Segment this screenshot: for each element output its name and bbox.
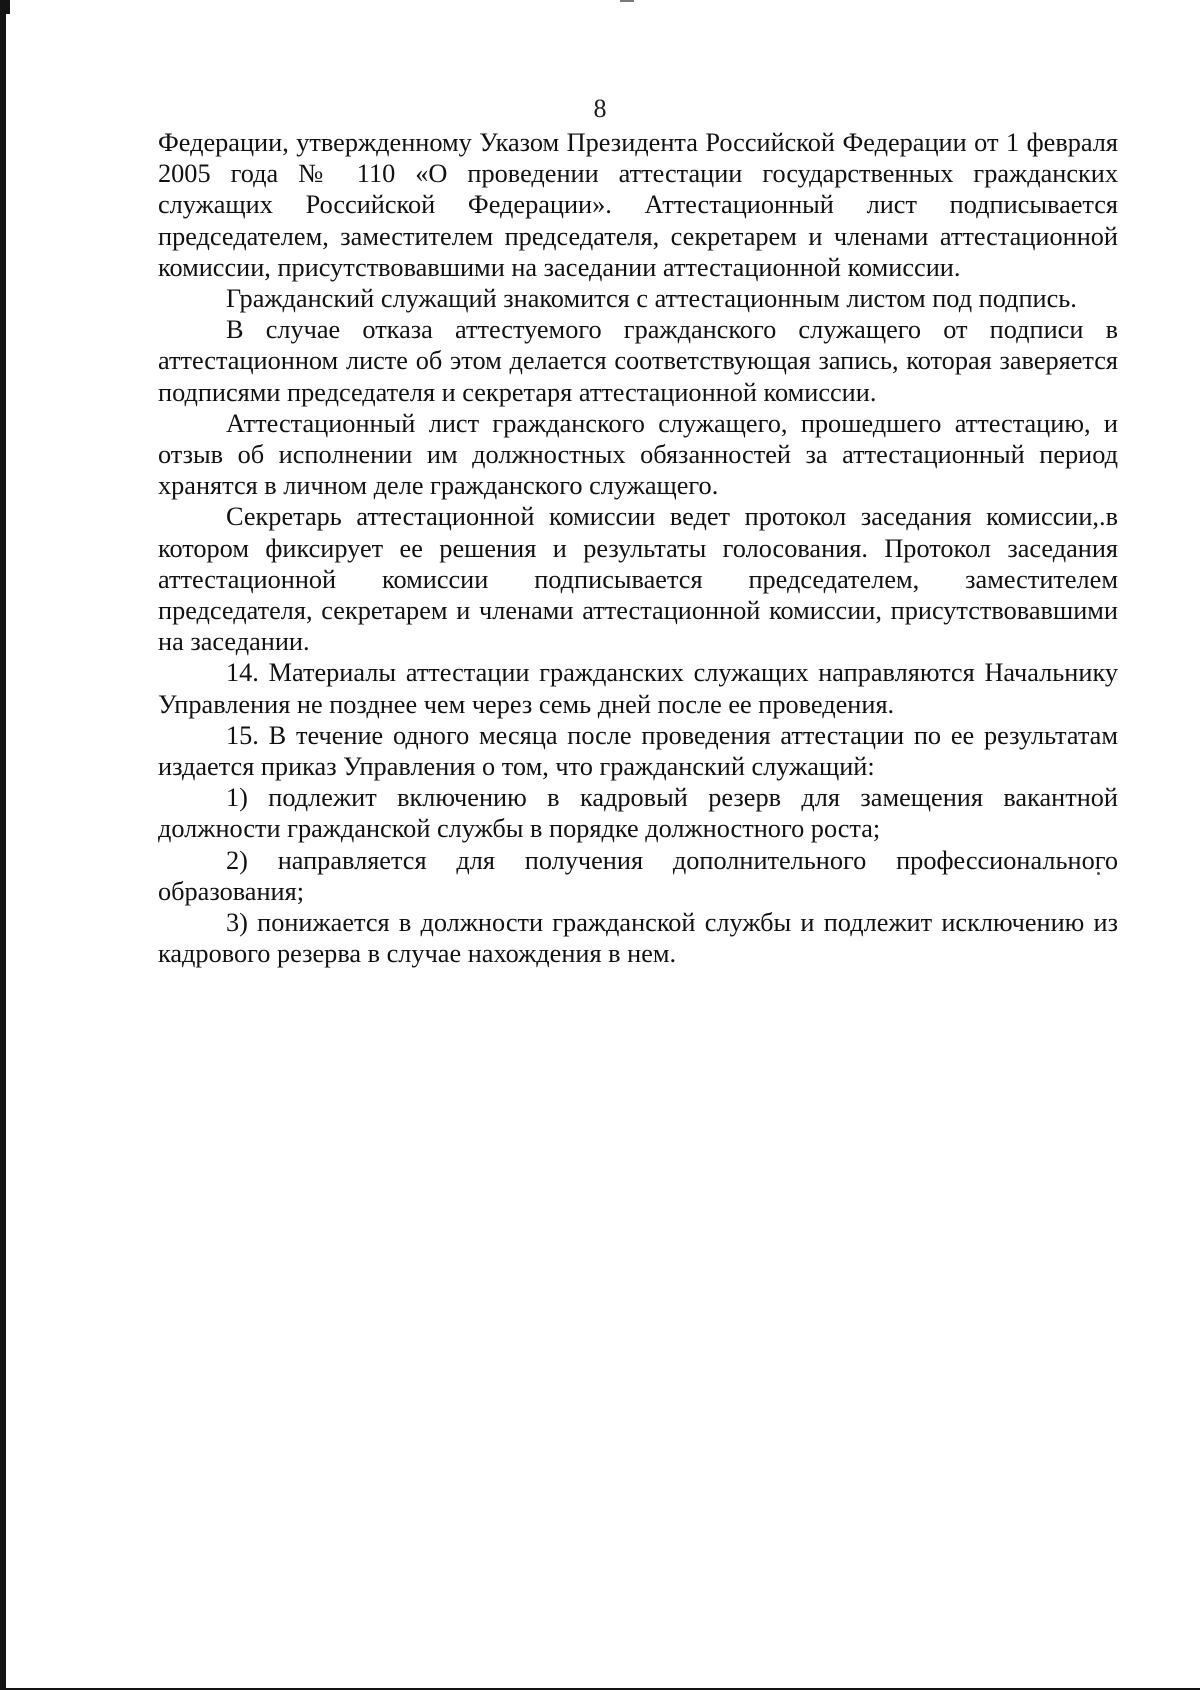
list-item-1: 1) подлежит включению в кадровый резерв для замещения вакантной должности гражданской службы в порядке должностного роста;: [158, 783, 1118, 844]
paragraph-acquaintance: Гражданский служащий знакомится с аттестационным листом под подпись.: [226, 284, 1077, 314]
scan-left-border: [0, 0, 6, 1690]
scan-border-tick: [6, 0, 10, 14]
paragraph-secretary: Секретарь аттестационной комиссии ведет протокол заседания комиссии,.в котором фиксирует ее решения и результаты голосования. Протокол заседания аттестационной комиссии подписывается председателем, заместителем председателя, секретарем и членами аттестационной комиссии, присутствовавшими на заседании.: [158, 502, 1118, 657]
paragraph-continuation: Федерации, утвержденному Указом Президента Российской Федерации от 1 февраля 2005 года № 110 «О проведении аттестации государственных гражданских служащих Российской Федерации». Аттестационный лист подписывается председателем, заместителем председателя, секретарем и членами аттестационной комиссии, присутствовавшими на заседании аттестационной комиссии.: [158, 128, 1118, 282]
page-number: 8: [593, 94, 607, 123]
list-item-3: 3) понижается в должности гражданской службы и подлежит исключению из кадрового резерва в случае нахождения в нем.: [158, 908, 1118, 969]
document-body: [158, 127, 1118, 969]
paragraph-refusal: В случае отказа аттестуемого гражданского служащего от подписи в аттестационном листе об этом делается соответствующая запись, которая заверяется подписями председателя и секретаря аттестационной комиссии.: [158, 315, 1118, 407]
paragraph-storage: Аттестационный лист гражданского служащего, прошедшего аттестацию, и отзыв об исполнении им должностных обязанностей за аттестационный период хранятся в личном деле гражданского служащего.: [158, 408, 1118, 501]
list-item-2: 2) направляется для получения дополнительного профессионального образования;: [158, 845, 1118, 906]
paragraph-item-15: 15. В течение одного месяца после проведения аттестации по ее результатам издается приказ Управления о том, что гражданский служащий:: [158, 720, 1118, 782]
scan-top-mark: [620, 0, 634, 2]
paragraph-item-14: 14. Материалы аттестации гражданских служащих направляются Начальнику Управления не позднее чем через семь дней после ее проведения.: [158, 658, 1118, 719]
